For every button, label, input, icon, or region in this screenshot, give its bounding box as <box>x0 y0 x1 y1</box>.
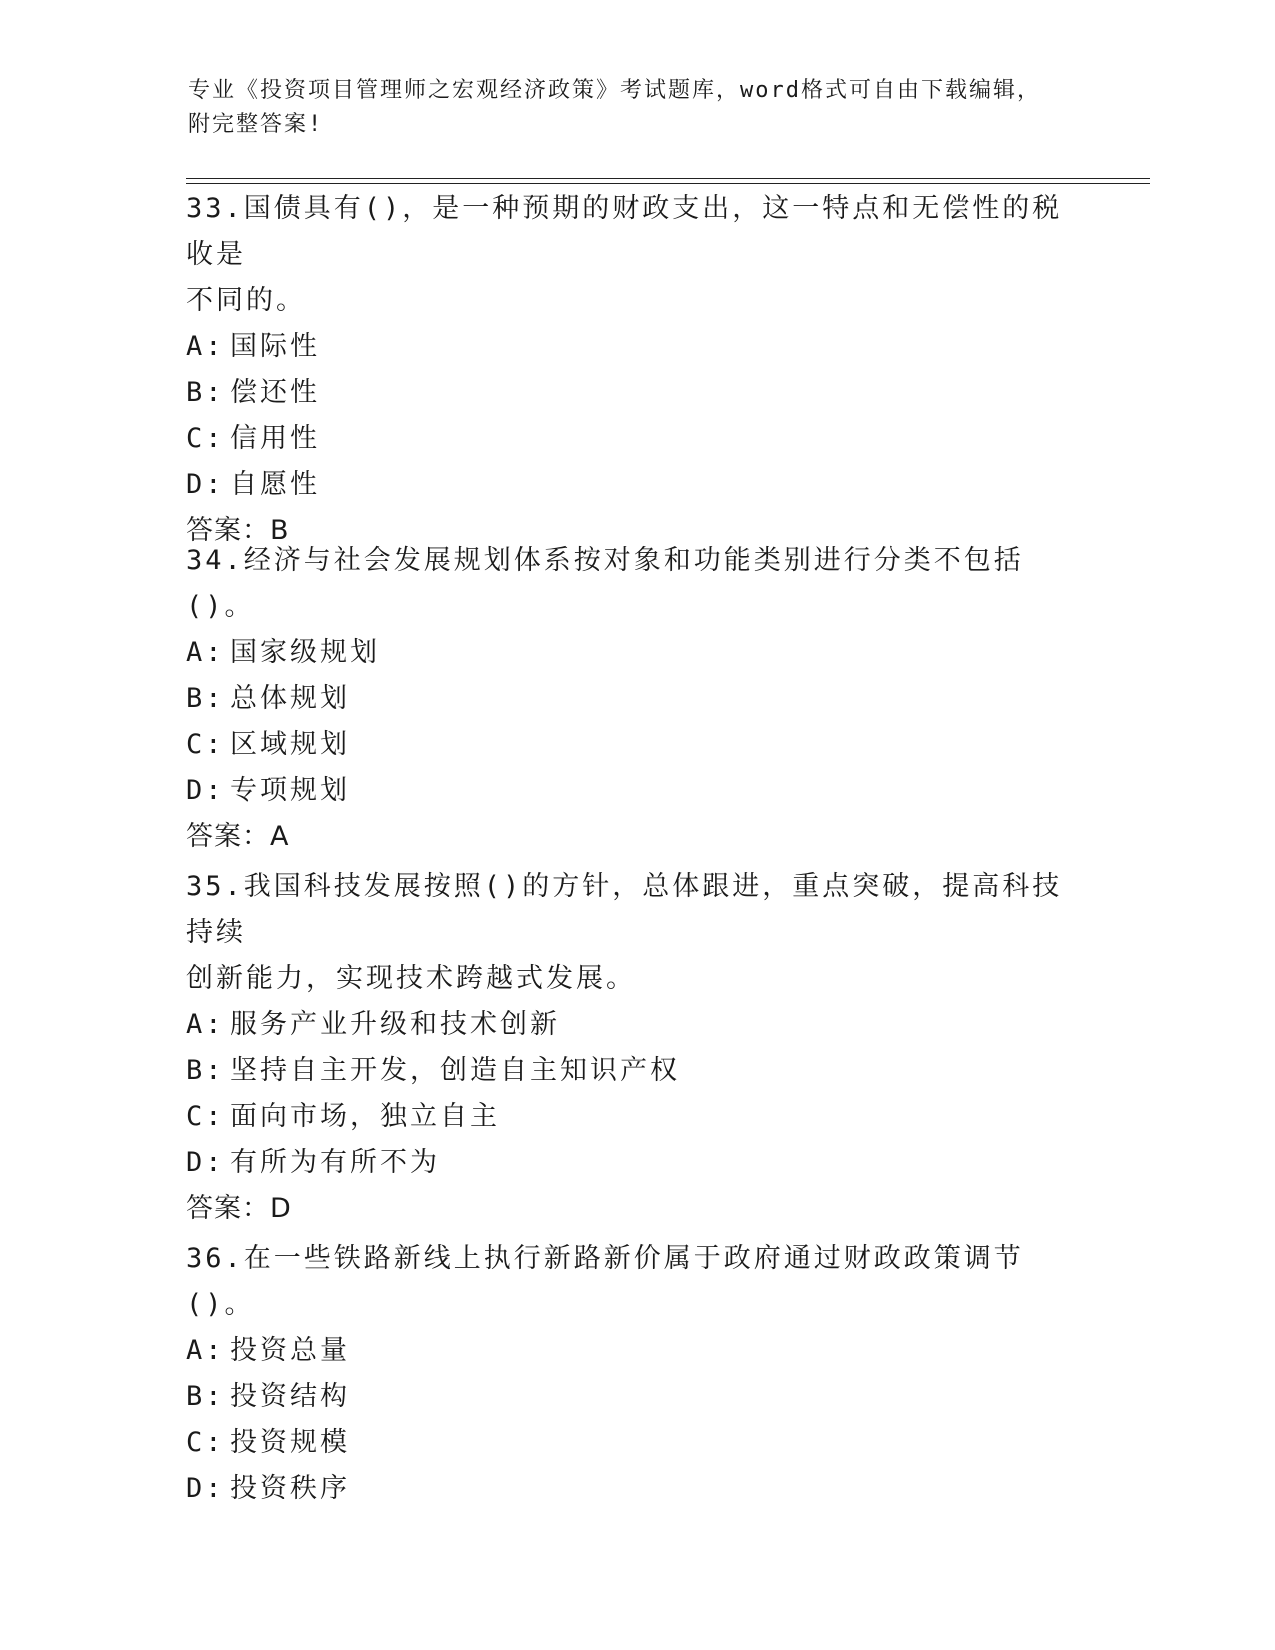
option-text: 服务产业升级和技术创新 <box>230 1009 560 1040</box>
option-c <box>186 722 1086 768</box>
option-key: B: <box>186 1381 225 1412</box>
answer-text: 答案：B <box>186 515 290 546</box>
option-a <box>186 1002 1086 1048</box>
option-c <box>186 1420 1086 1466</box>
question-stem-line-1: 35.我国科技发展按照()的方针，总体跟进，重点突破，提高科技持续 <box>186 871 1063 948</box>
option-key: C: <box>186 423 225 454</box>
question-stem-line-2: 不同的。 <box>186 285 306 316</box>
answer-text: 答案：A <box>186 821 290 852</box>
option-text: 国家级规划 <box>230 637 380 668</box>
question-35 <box>186 864 1086 1232</box>
option-key: C: <box>186 1101 225 1132</box>
option-text: 自愿性 <box>230 469 320 500</box>
question-stem-line-1: 36.在一些铁路新线上执行新路新价属于政府通过财政政策调节()。 <box>186 1243 1024 1320</box>
option-text: 坚持自主开发，创造自主知识产权 <box>230 1055 680 1086</box>
option-b <box>186 676 1086 722</box>
option-c <box>186 1094 1086 1140</box>
question-34 <box>186 538 1086 860</box>
option-b <box>186 370 1086 416</box>
option-key: A: <box>186 331 225 362</box>
option-key: D: <box>186 1473 225 1504</box>
option-key: D: <box>186 1147 225 1178</box>
option-text: 有所为有所不为 <box>230 1147 440 1178</box>
option-text: 面向市场，独立自主 <box>230 1101 500 1132</box>
document-header <box>188 74 1068 142</box>
question-36 <box>186 1236 1086 1512</box>
option-d <box>186 768 1086 814</box>
option-text: 投资总量 <box>230 1335 350 1366</box>
header-line-1: 专业《投资项目管理师之宏观经济政策》考试题库，word格式可自由下载编辑， <box>188 78 1041 103</box>
option-b <box>186 1374 1086 1420</box>
header-divider-bottom <box>186 183 1150 184</box>
option-key: B: <box>186 377 225 408</box>
answer-text: 答案：D <box>186 1193 292 1224</box>
option-c <box>186 416 1086 462</box>
option-key: C: <box>186 729 225 760</box>
option-text: 区域规划 <box>230 729 350 760</box>
option-key: D: <box>186 469 225 500</box>
option-d <box>186 1466 1086 1512</box>
option-text: 偿还性 <box>230 377 320 408</box>
option-key: C: <box>186 1427 225 1458</box>
question-33 <box>186 186 1086 554</box>
option-text: 专项规划 <box>230 775 350 806</box>
option-d <box>186 462 1086 508</box>
option-a <box>186 1328 1086 1374</box>
question-stem-line-1: 33.国债具有()，是一种预期的财政支出，这一特点和无偿性的税收是 <box>186 193 1063 270</box>
question-stem-line-1: 34.经济与社会发展规划体系按对象和功能类别进行分类不包括()。 <box>186 545 1024 622</box>
option-key: B: <box>186 683 225 714</box>
option-a <box>186 324 1086 370</box>
option-b <box>186 1048 1086 1094</box>
header-line-2: 附完整答案! <box>188 112 324 137</box>
option-text: 投资秩序 <box>230 1473 350 1504</box>
option-d <box>186 1140 1086 1186</box>
option-text: 信用性 <box>230 423 320 454</box>
option-text: 国际性 <box>230 331 320 362</box>
option-a <box>186 630 1086 676</box>
option-text: 投资结构 <box>230 1381 350 1412</box>
option-text: 总体规划 <box>230 683 350 714</box>
header-divider-top <box>186 178 1150 179</box>
option-key: A: <box>186 637 225 668</box>
option-key: A: <box>186 1009 225 1040</box>
question-stem-line-2: 创新能力，实现技术跨越式发展。 <box>186 963 636 994</box>
option-key: B: <box>186 1055 225 1086</box>
option-key: A: <box>186 1335 225 1366</box>
option-text: 投资规模 <box>230 1427 350 1458</box>
option-key: D: <box>186 775 225 806</box>
